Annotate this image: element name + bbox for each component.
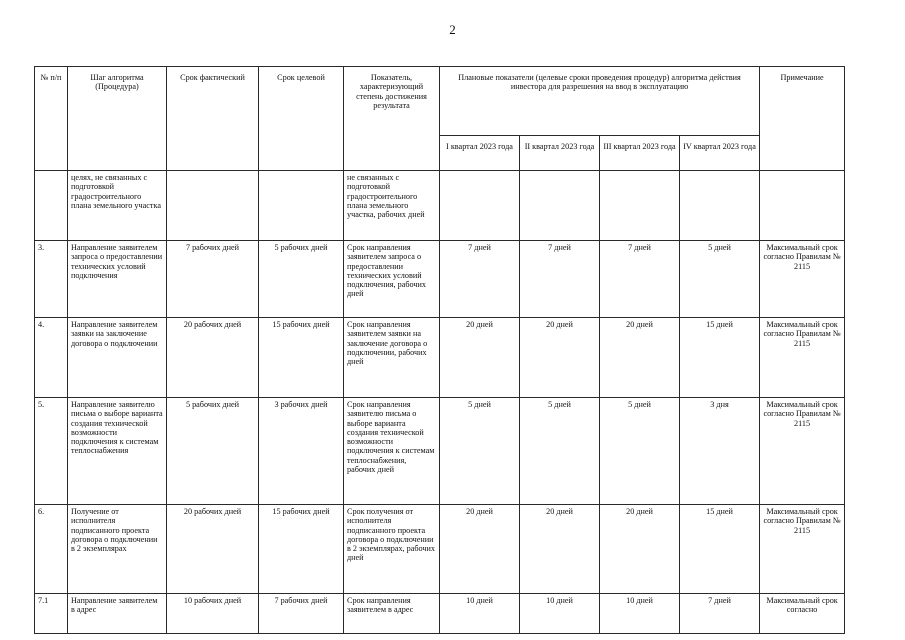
row-number: 5.: [35, 398, 68, 505]
row-q2: 20 дней: [520, 505, 600, 594]
header-target: Срок целевой: [259, 67, 344, 171]
row-target: [259, 171, 344, 241]
row-q1: 7 дней: [440, 241, 520, 318]
row-q4: 15 дней: [680, 505, 760, 594]
header-num: № п/п: [35, 67, 68, 171]
row-indicator: Срок направления заявителем запроса о предоставлении технических условий подключения, рабочих дней: [344, 241, 440, 318]
page-number: 2: [449, 22, 456, 37]
row-number: 7.1: [35, 594, 68, 634]
header-q1: I квартал 2023 года: [440, 136, 520, 171]
row-actual: 20 рабочих дней: [167, 318, 259, 398]
row-indicator: не связанных с подготовкой градостроительного плана земельного участка, рабочих дней: [344, 171, 440, 241]
row-step: Направление заявителем в адрес: [68, 594, 167, 634]
row-note: Максимальный срок согласно Правилам № 2115: [760, 505, 845, 594]
table-row: [35, 318, 845, 398]
row-actual: 5 рабочих дней: [167, 398, 259, 505]
row-q4: 15 дней: [680, 318, 760, 398]
row-q4: 7 дней: [680, 594, 760, 634]
header-note: Примечание: [760, 67, 845, 171]
table-row: [35, 594, 845, 634]
row-target: 7 рабочих дней: [259, 594, 344, 634]
row-q3: 7 дней: [600, 241, 680, 318]
row-q3: 20 дней: [600, 318, 680, 398]
row-q3: [600, 171, 680, 241]
table-row: [35, 171, 845, 241]
row-q2: 20 дней: [520, 318, 600, 398]
row-actual: 7 рабочих дней: [167, 241, 259, 318]
header-plan: Плановые показатели (целевые сроки проведения процедур) алгоритма действия инвестора для разрешения на ввод в эксплуатацию: [440, 67, 760, 136]
header-q4: IV квартал 2023 года: [680, 136, 760, 171]
row-q2: 7 дней: [520, 241, 600, 318]
row-note: Максимальный срок согласно: [760, 594, 845, 634]
row-number: 4.: [35, 318, 68, 398]
row-step: Направление заявителем запроса о предоставлении технических условий подключения: [68, 241, 167, 318]
header-indicator: Показатель, характеризующий степень достижения результата: [344, 67, 440, 171]
row-q2: [520, 171, 600, 241]
table-row: [35, 241, 845, 318]
header-q2: II квартал 2023 года: [520, 136, 600, 171]
row-step: Направление заявителю письма о выборе варианта создания технической возможности подключения к системам теплоснабжения: [68, 398, 167, 505]
row-number: 3.: [35, 241, 68, 318]
row-note: Максимальный срок согласно Правилам № 2115: [760, 398, 845, 505]
procedure-table: [34, 66, 845, 634]
row-q3: 20 дней: [600, 505, 680, 594]
row-indicator: Срок направления заявителем заявки на заключение договора о подключении, рабочих дней: [344, 318, 440, 398]
row-indicator: Срок направления заявителю письма о выборе варианта создания технической возможности подключения к системам теплоснабжения, рабочих дней: [344, 398, 440, 505]
row-step: Направление заявителем заявки на заключение договора о подключении: [68, 318, 167, 398]
row-actual: 20 рабочих дней: [167, 505, 259, 594]
row-q1: 20 дней: [440, 318, 520, 398]
row-q4: 5 дней: [680, 241, 760, 318]
row-note: [760, 171, 845, 241]
table-row: [35, 398, 845, 505]
row-actual: 10 рабочих дней: [167, 594, 259, 634]
header-actual: Срок фактический: [167, 67, 259, 171]
row-q2: 10 дней: [520, 594, 600, 634]
row-number: [35, 171, 68, 241]
row-note: Максимальный срок согласно Правилам № 2115: [760, 318, 845, 398]
row-step: Получение от исполнителя подписанного проекта договора о подключении в 2 экземплярах: [68, 505, 167, 594]
row-q3: 10 дней: [600, 594, 680, 634]
row-number: 6.: [35, 505, 68, 594]
table-row: [35, 505, 845, 594]
row-q3: 5 дней: [600, 398, 680, 505]
header-q3: III квартал 2023 года: [600, 136, 680, 171]
row-indicator: Срок получения от исполнителя подписанного проекта договора о подключении в 2 экземплярах, рабочих дней: [344, 505, 440, 594]
row-q1: 20 дней: [440, 505, 520, 594]
row-q1: 10 дней: [440, 594, 520, 634]
row-actual: [167, 171, 259, 241]
row-q2: 5 дней: [520, 398, 600, 505]
row-target: 15 рабочих дней: [259, 318, 344, 398]
row-target: 3 рабочих дней: [259, 398, 344, 505]
header-step: Шаг алгоритма (Процедура): [68, 67, 167, 171]
row-q4: 3 дня: [680, 398, 760, 505]
row-q1: [440, 171, 520, 241]
row-target: 5 рабочих дней: [259, 241, 344, 318]
row-q4: [680, 171, 760, 241]
row-step: целях, не связанных с подготовкой градостроительного плана земельного участка: [68, 171, 167, 241]
row-indicator: Срок направления заявителем в адрес: [344, 594, 440, 634]
header-row: [35, 67, 845, 136]
row-note: Максимальный срок согласно Правилам № 2115: [760, 241, 845, 318]
row-q1: 5 дней: [440, 398, 520, 505]
row-target: 15 рабочих дней: [259, 505, 344, 594]
